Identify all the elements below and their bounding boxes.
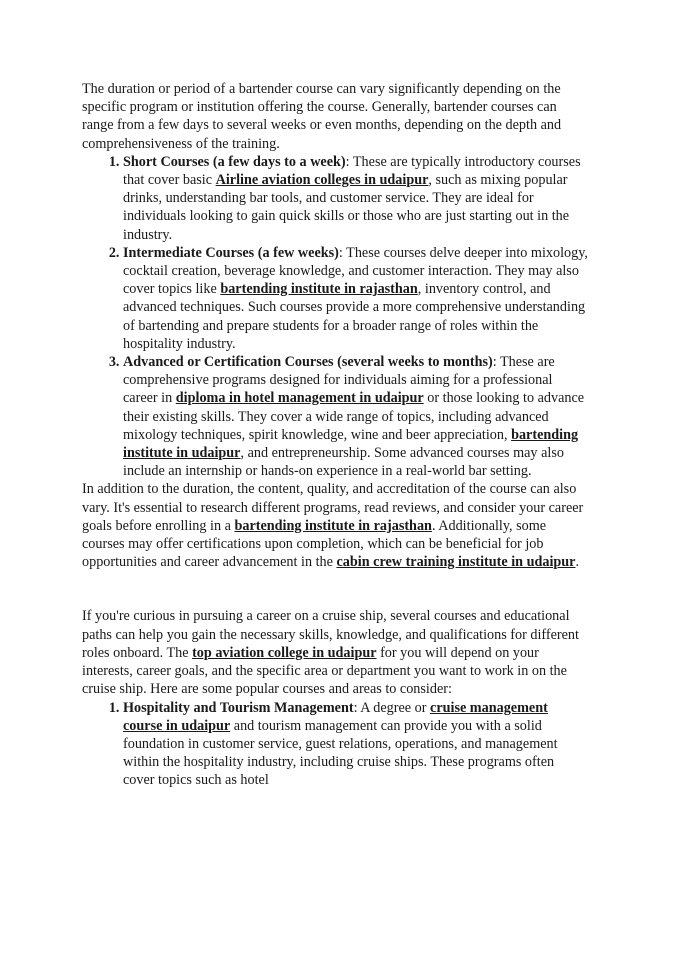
cruise-course-list xyxy=(82,699,588,790)
paragraph-text: for you will depend on your interests, career goals, and the specific area or department you want to work in on the cruise ship. Here are some popular courses and areas to consider: xyxy=(82,644,567,698)
intro-paragraph: The duration or period of a bartender course can vary significantly depending on the specific program or institution offering the course. Generally, bartender courses can range from a few days to several weeks or even months, depending on the depth and comprehensiveness of the training. xyxy=(82,81,562,152)
list-item-heading: Intermediate Courses (a few weeks) xyxy=(123,244,339,261)
list-item-text: , inventory control, and advanced techniques. Such courses provide a more comprehensive understanding of bartending and prepare students for a broader range of roles within the hospitality industry. xyxy=(123,281,586,352)
link-airline-aviation-colleges[interactable]: Airline aviation colleges in udaipur xyxy=(215,172,429,189)
list-item-text: or those looking to advance their existing skills. They cover a wide range of topics, including advanced mixology techniques, spirit knowledge, wine and beer appreciation, xyxy=(123,390,585,443)
link-bartending-institute-rajasthan-2[interactable]: bartending institute in rajasthan xyxy=(234,517,432,534)
paragraph-text: . xyxy=(575,554,580,571)
list-item-text: , and entrepreneurship. Some advanced courses may also include an internship or hands-on experience in a real-world bar setting. xyxy=(123,445,564,480)
link-top-aviation-college[interactable]: top aviation college in udaipur xyxy=(192,644,377,661)
link-cruise-management-course[interactable]: cruise management course in udaipur xyxy=(123,699,548,734)
link-diploma-hotel-management[interactable]: diploma in hotel management in udaipur xyxy=(175,390,424,407)
list-item-hospitality-tourism xyxy=(123,699,588,790)
list-item-text: : These are typically introductory courses that cover basic xyxy=(123,153,581,189)
list-item-heading: Advanced or Certification Courses (several weeks to months) xyxy=(123,354,493,371)
list-item-short-courses xyxy=(123,153,588,244)
list-item-advanced-courses xyxy=(123,353,588,480)
paragraph-text: . Additionally, some courses may offer certifications upon completion, which can be beneficial for job opportunities and career advancement in the xyxy=(82,517,547,571)
section-spacer xyxy=(82,571,588,607)
list-item-text: , such as mixing popular drinks, understanding bar tools, and customer service. They are ideal for individuals looking to gain quick skills or those who are just starting out in the industry. xyxy=(123,172,570,243)
paragraph-text: In addition to the duration, the content, quality, and accreditation of the course can also vary. It's essential to research different programs, read reviews, and consider your career goals before enrolling in a xyxy=(82,481,584,534)
list-item-text: : These are comprehensive programs designed for individuals aiming for a professional career in xyxy=(123,354,555,407)
list-item-text: and tourism management can provide you with a solid foundation in customer service, guest relations, operations, and management within the hospitality industry, including cruise ships. These programs often cover topics such as hotel xyxy=(123,717,558,789)
list-item-text: : These courses delve deeper into mixology, cocktail creation, beverage knowledge, and customer interaction. They may also cover topics like xyxy=(123,244,588,298)
link-bartending-institute-rajasthan[interactable]: bartending institute in rajasthan xyxy=(220,281,418,298)
list-item-intermediate-courses xyxy=(123,244,588,353)
list-item-heading: Short Courses (a few days to a week) xyxy=(123,153,346,170)
list-item-text: : A degree or xyxy=(353,699,431,716)
course-duration-list xyxy=(82,153,588,481)
paragraph-text: If you're curious in pursuing a career on a cruise ship, several courses and educational paths can help you gain the necessary skills, knowledge, and qualifications for different roles onboard. The xyxy=(82,608,579,661)
outro-paragraph xyxy=(82,480,588,571)
list-item-heading: Hospitality and Tourism Management xyxy=(123,699,354,716)
cruise-intro-paragraph xyxy=(82,607,588,698)
link-bartending-institute-udaipur[interactable]: bartending institute in udaipur xyxy=(123,426,579,462)
link-cabin-crew-training[interactable]: cabin crew training institute in udaipur xyxy=(336,554,576,571)
document-page xyxy=(82,80,588,790)
